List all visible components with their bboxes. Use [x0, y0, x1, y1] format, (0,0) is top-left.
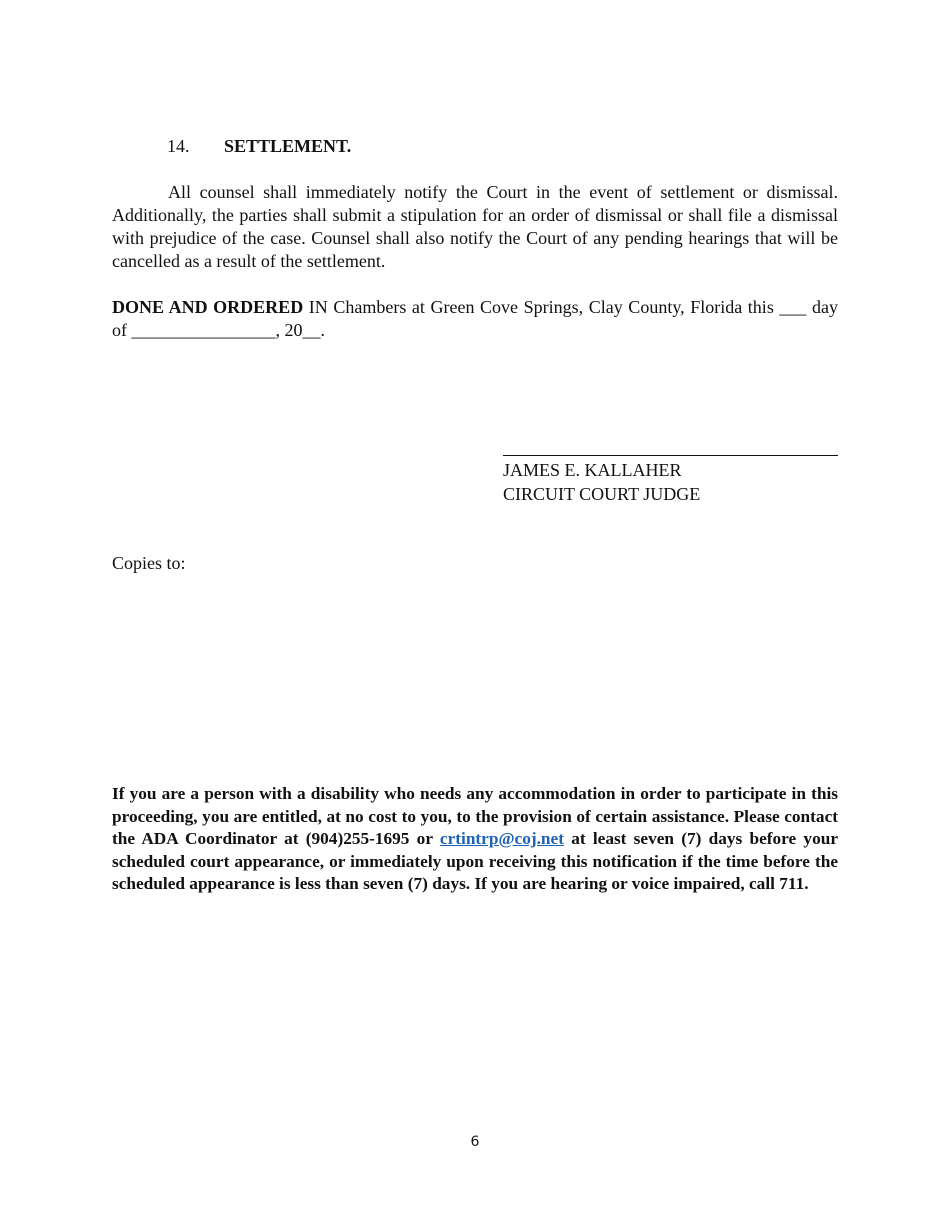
page-number: 6	[470, 1134, 480, 1150]
judge-name: JAMES E. KALLAHER	[503, 460, 682, 480]
signature-block	[503, 458, 700, 506]
section-number: 14.	[167, 136, 190, 156]
ada-email-link[interactable]: crtintrp@coj.net	[439, 829, 564, 848]
ada-notice-text-after: at least seven (7) days before your scheduled court appearance, or immediately upon receiving this notification if the time before the scheduled appearance is less than seven (7) days. If you are hearing or voice impaired, call 711.	[112, 829, 838, 893]
ada-notice-text-before: If you are a person with a disability who needs any accommodation in order to participate in this proceeding, you are entitled, at no cost to you, to the provision of certain assistance. Please contact the ADA Coordinator at (904)255-1695 or	[112, 784, 838, 848]
signature-line	[503, 455, 838, 456]
done-and-ordered-paragraph	[112, 296, 838, 342]
section-heading	[167, 135, 351, 157]
section-title: SETTLEMENT.	[224, 136, 352, 156]
copies-to-label: Copies to:	[112, 553, 186, 573]
judge-title: CIRCUIT COURT JUDGE	[503, 484, 701, 504]
done-and-ordered-lead: DONE AND ORDERED	[112, 297, 304, 317]
settlement-paragraph: All counsel shall immediately notify the Court in the event of settlement or dismissal. Additionally, the parties shall submit a stipulation for an order of dismissal or shall file a dismissal with prejudice of the case. Counsel shall also notify the Court of any pending hearings that will be cancelled as a result of the settlement.	[112, 182, 838, 271]
done-and-ordered-text: IN Chambers at Green Cove Springs, Clay County, Florida this ___ day of ________________, 20__.	[112, 297, 838, 340]
ada-notice	[112, 783, 838, 896]
